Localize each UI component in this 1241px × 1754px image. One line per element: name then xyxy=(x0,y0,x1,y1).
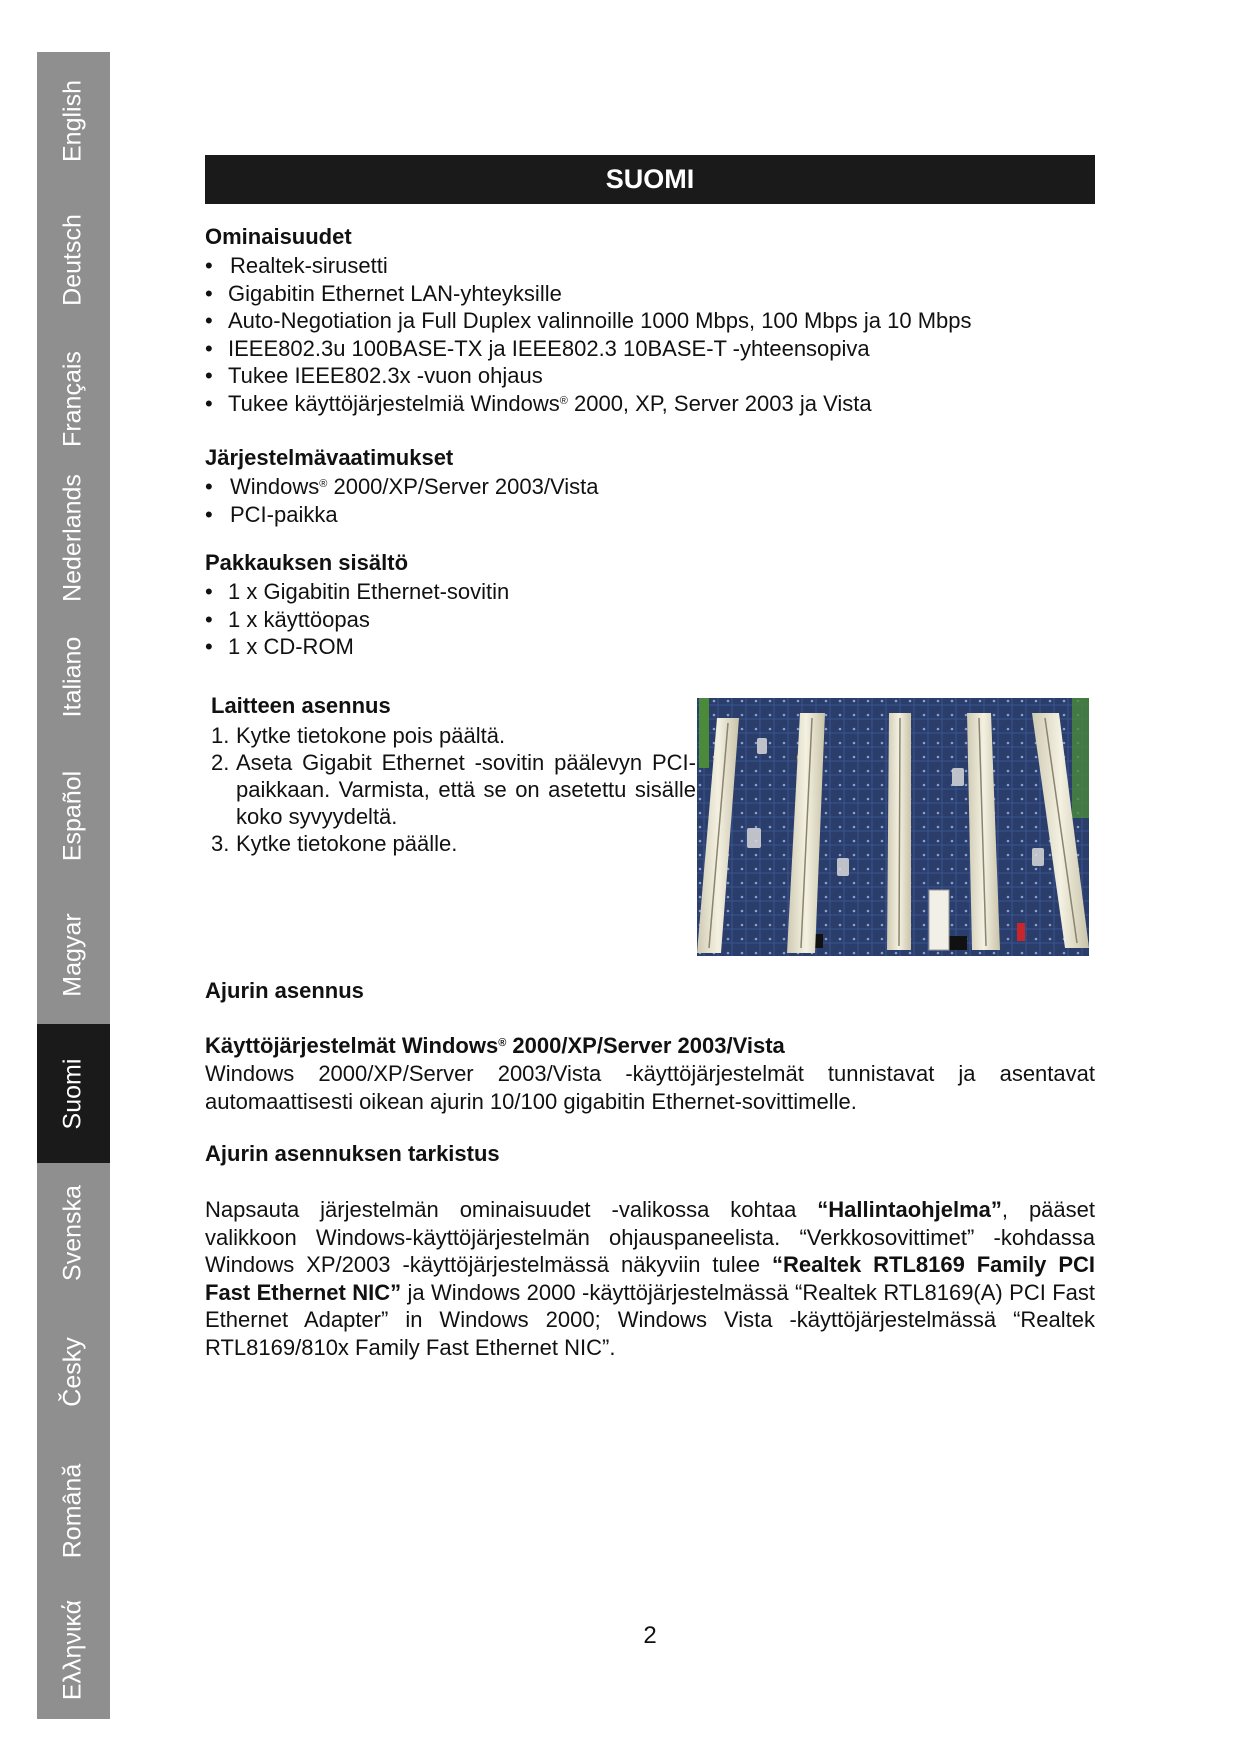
list-item: • 1 x CD-ROM xyxy=(205,633,509,661)
language-tab xyxy=(37,1302,110,1441)
list-item: • 1 x käyttöopas xyxy=(205,606,509,634)
driver-subheading: Käyttöjärjestelmät Windows® 2000/XP/Server 2003/Vista xyxy=(205,1033,785,1058)
step-number: 3. xyxy=(211,831,230,856)
requirements-list xyxy=(205,473,598,528)
driver-text: Windows 2000/XP/Server 2003/Vista -käyttöjärjestelmät tunnistavat ja asentavat automaattisesti oikean ajurin 10/100 gigabitin Ethernet-sovittimelle. xyxy=(205,1061,1095,1114)
language-label: Română xyxy=(58,1463,87,1558)
list-item: • Gigabitin Ethernet LAN-yhteyksille xyxy=(205,280,972,308)
step-text: Kytke tietokone pois päältä. xyxy=(236,723,506,748)
step-text: Aseta Gigabit Ethernet -sovitin päälevyn PCI-paikkaan. Varmista, että se on asetettu sisälle koko syvyydeltä. xyxy=(236,750,696,829)
language-sidebar xyxy=(37,52,110,1719)
list-item: • 1 x Gigabitin Ethernet-sovitin xyxy=(205,578,509,606)
step-number: 2. xyxy=(211,750,230,775)
language-tab xyxy=(37,191,110,330)
language-label: Español xyxy=(58,770,87,862)
requirements-heading: Järjestelmävaatimukset xyxy=(205,445,454,470)
list-item: • Auto-Negotiation ja Full Duplex valinnoille 1000 Mbps, 100 Mbps ja 10 Mbps xyxy=(205,307,972,335)
language-tab xyxy=(37,1024,110,1163)
features-list xyxy=(205,252,972,418)
install-step xyxy=(211,722,696,749)
section-title: SUOMI xyxy=(605,164,695,194)
list-item: • Realtek-sirusetti xyxy=(205,252,972,280)
package-list xyxy=(205,578,509,661)
install-step xyxy=(211,830,696,857)
verify-heading: Ajurin asennuksen tarkistus xyxy=(205,1141,500,1166)
language-tab xyxy=(37,608,110,747)
list-item: • PCI-paikka xyxy=(205,501,598,529)
language-label: Italiano xyxy=(58,636,87,718)
list-item: • Tukee käyttöjärjestelmiä Windows® 2000, XP, Server 2003 ja Vista xyxy=(205,390,972,418)
page-number: 2 xyxy=(643,1622,657,1649)
language-tab xyxy=(37,1441,110,1580)
language-label: Français xyxy=(58,351,87,448)
installation-heading: Laitteen asennus xyxy=(211,693,391,718)
language-label: Magyar xyxy=(58,913,87,997)
package-heading: Pakkauksen sisältö xyxy=(205,550,409,575)
language-tab xyxy=(37,886,110,1025)
language-label: Česky xyxy=(58,1336,87,1407)
list-item: • Windows® 2000/XP/Server 2003/Vista xyxy=(205,473,598,501)
section-header xyxy=(205,155,1095,204)
features-heading: Ominaisuudet xyxy=(205,224,352,249)
language-label: Nederlands xyxy=(58,474,87,603)
list-item: • IEEE802.3u 100BASE-TX ja IEEE802.3 10BASE-T -yhteensopiva xyxy=(205,335,972,363)
language-label: English xyxy=(58,80,87,163)
step-text: Kytke tietokone päälle. xyxy=(236,831,458,856)
language-tab xyxy=(37,52,110,191)
language-tab xyxy=(37,330,110,469)
language-label: Svenska xyxy=(58,1184,87,1281)
language-tab xyxy=(37,747,110,886)
language-tab xyxy=(37,469,110,608)
verify-text: Napsauta järjestelmän ominaisuudet -valikossa kohtaa “Hallintaohjelma”, pääset valikkoon Windows-käyttöjärjestelmän ohjauspaneelista. “Verkkosovittimet” -kohdassa Windows XP/2003 -käyttöjärjestelmässä näkyviin tulee “Realtek RTL8169 Family PCI Fast Ethernet NIC” ja Windows 2000 -käyttöjärjestelmässä “Realtek RTL8169(A) PCI Fast Ethernet Adapter” in Windows 2000; Windows Vista -käyttöjärjestelmässä “Realtek RTL8169/810x Family Fast Ethernet NIC”. xyxy=(205,1197,1095,1360)
language-label: Deutsch xyxy=(58,214,87,307)
step-number: 1. xyxy=(211,723,230,748)
installation-steps xyxy=(211,722,696,857)
language-label: Suomi xyxy=(58,1058,87,1130)
language-label: Ελληνικά xyxy=(58,1599,87,1700)
driver-heading: Ajurin asennus xyxy=(205,978,364,1003)
install-step xyxy=(211,749,696,830)
language-tab xyxy=(37,1163,110,1302)
language-tab xyxy=(37,1580,110,1719)
list-item: • Tukee IEEE802.3x -vuon ohjaus xyxy=(205,362,972,390)
pci-slots-photo xyxy=(697,698,1089,956)
